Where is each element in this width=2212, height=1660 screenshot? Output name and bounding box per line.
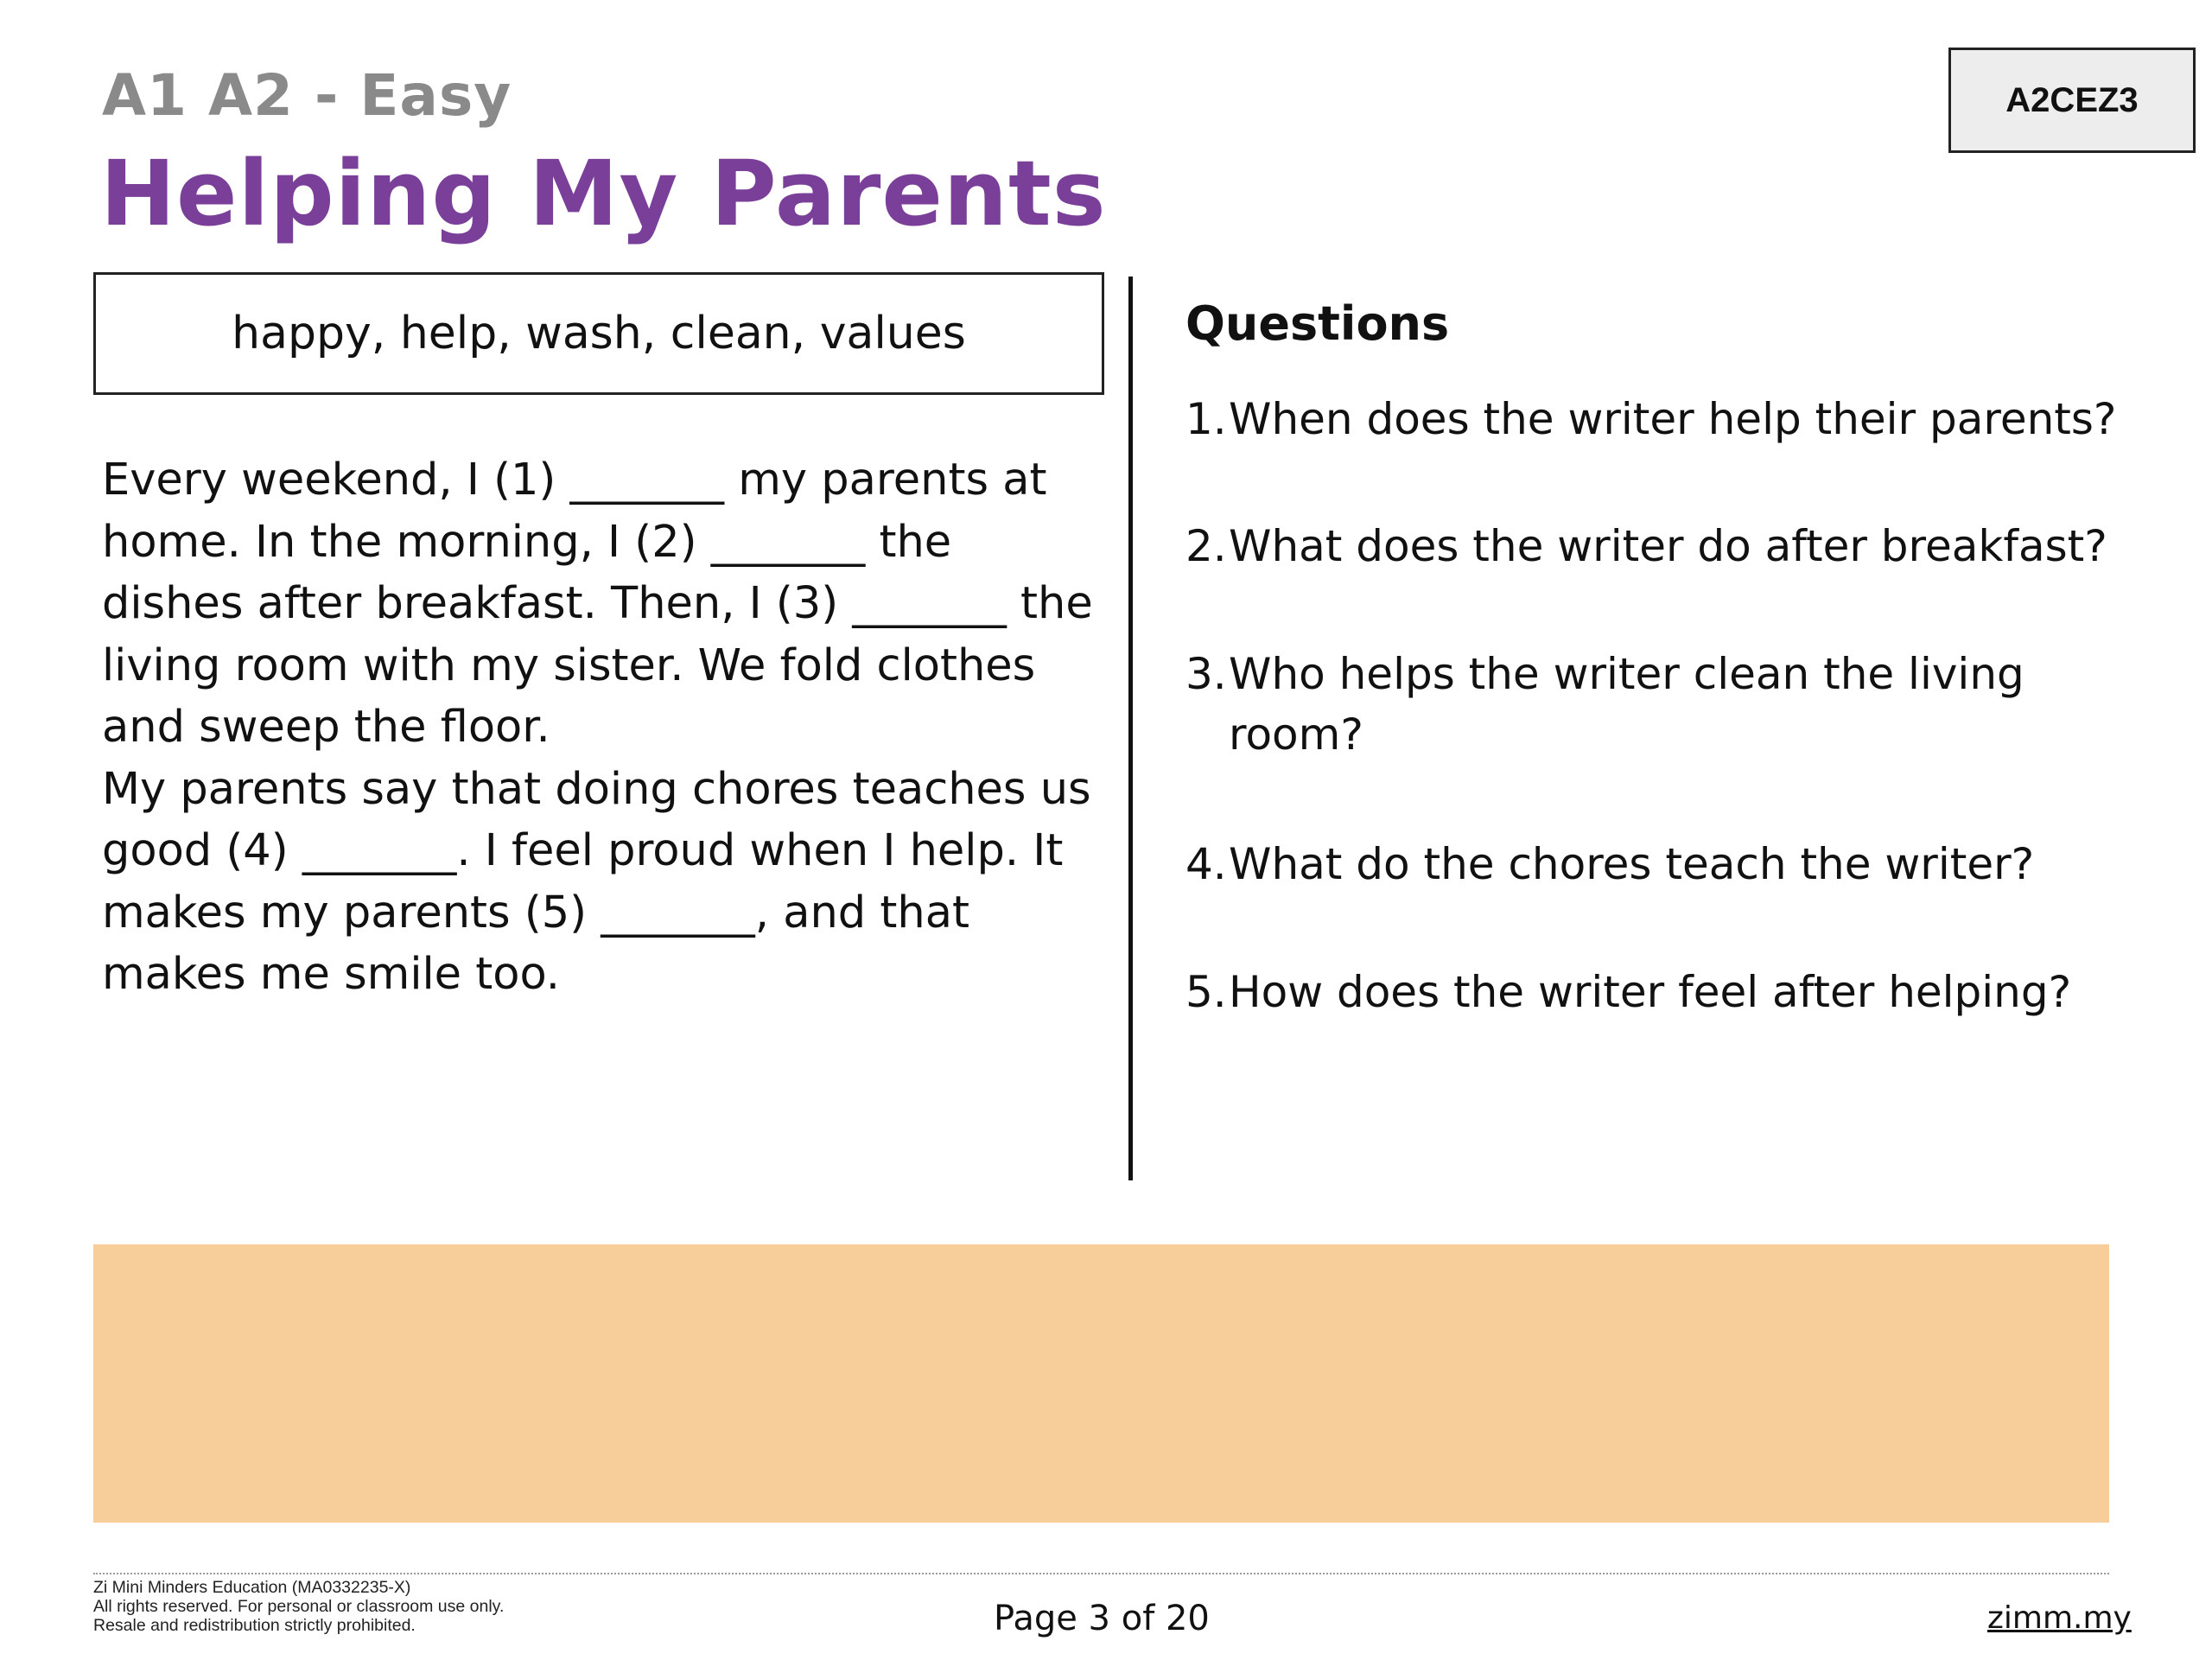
- footer-copyright: [93, 1578, 504, 1635]
- question-number: 4.: [1185, 839, 1227, 889]
- level-label: A1 A2 - Easy: [102, 62, 512, 129]
- question-text: What does the writer do after breakfast?: [1229, 521, 2107, 571]
- question-item-2: [1185, 516, 2188, 576]
- question-item-5: [1185, 962, 2188, 1022]
- question-number: 3.: [1185, 649, 1227, 699]
- question-text: How does the writer feel after helping?: [1229, 967, 2072, 1017]
- question-item-3: [1185, 644, 2067, 765]
- word-bank: happy, help, wash, clean, values: [93, 272, 1104, 395]
- answer-area: [93, 1244, 2109, 1523]
- question-item-1: [1185, 389, 2188, 449]
- column-divider: [1128, 277, 1133, 1180]
- question-number: 5.: [1185, 967, 1227, 1017]
- question-text: What do the chores teach the writer?: [1229, 839, 2035, 889]
- website-link[interactable]: zimm.my: [1987, 1600, 2132, 1636]
- passage: [102, 449, 1104, 1006]
- page-title: Helping My Parents: [100, 141, 1107, 246]
- question-number: 1.: [1185, 394, 1227, 444]
- footer-company: Zi Mini Minders Education (MA0332235-X): [93, 1578, 411, 1597]
- question-text: Who helps the writer clean the living room?: [1229, 649, 2024, 760]
- question-number: 2.: [1185, 521, 1227, 571]
- passage-paragraph-1: Every weekend, I (1) _______ my parents at home. In the morning, I (2) _______ the dishes after breakfast. Then, I (3) _______ the living room with my sister. We fold clothes and sweep the floor.: [102, 455, 1093, 753]
- page-number: Page 3 of 20: [994, 1599, 1210, 1638]
- question-text: When does the writer help their parents?: [1229, 394, 2117, 444]
- worksheet-code-badge: A2CEZ3: [1948, 48, 2196, 153]
- question-item-4: [1185, 834, 2188, 894]
- questions-heading: Questions: [1185, 296, 1450, 351]
- passage-paragraph-2: My parents say that doing chores teaches us good (4) _______. I feel proud when I help. It makes my parents (5) _______, and that makes me smile too.: [102, 763, 1091, 1000]
- footer-rights: All rights reserved. For personal or classroom use only.: [93, 1597, 505, 1616]
- footer-divider: [93, 1573, 2109, 1574]
- footer-resale: Resale and redistribution strictly prohibited.: [93, 1616, 416, 1635]
